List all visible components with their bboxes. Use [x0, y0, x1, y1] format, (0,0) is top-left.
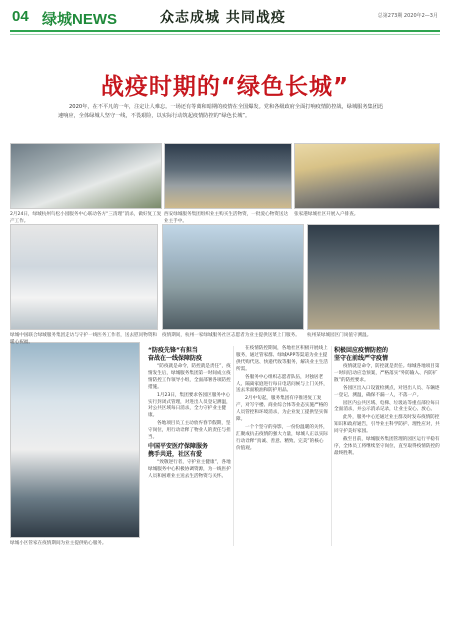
photo-caption: 绿城小区管家在疫情期间为业主提供贴心服务。 — [10, 541, 107, 546]
column-divider — [233, 346, 234, 546]
paragraph: 在疫情防控期间，各地社区积极开展线上服务，通过管家群、绿城APP等渠道为业主提供代购代送、快递代收等服务，解决业主生活所需。 — [236, 346, 328, 372]
photo-caption: 西安绿城服务集团组织业主购买生活物资，一批爱心物资送达业主手中。 — [164, 212, 289, 224]
paragraph: 此外，服务中心还通过业主群及时发布疫情防控知识和政府通告，引导业主科学防护、理性应对，共同守护美好家园。 — [334, 415, 440, 435]
column-heading: 积极回应疫情防控的 坚守在前线严守疫情 — [334, 347, 389, 362]
publication-brand: 绿城NEWS — [42, 11, 118, 28]
paragraph: 一个个坚守的身影，一份份温暖的关怀，汇聚成抗击疫情的强大力量，绿城人正以实际行动诠释“真诚、善意、精致、完美”的核心价值观。 — [236, 424, 328, 451]
photo-delivery — [162, 224, 304, 330]
header-rule-thin — [10, 34, 440, 35]
issue-meta: 总第273期 2020年2—3月 — [377, 13, 438, 19]
photo-caption: 疫情期间，杭州一家绿城服务社区志愿者为业主提供送菜上门服务。 — [162, 333, 300, 338]
column-divider — [331, 346, 332, 546]
paragraph: 1月23日，集团要求各园区服务中心实行封闭式管理，对进出人员登记测温，对公共区域每日消杀，全力守护业主健康。 — [148, 392, 231, 419]
section-title: 众志成城 共同战疫 — [160, 10, 286, 26]
photo-caption: 杭州某绿城园区门岗值守测温。 — [307, 333, 372, 338]
paragraph: 各园区出入口设置检测点，对进出人员、车辆逐一登记、测温，确保不漏一人，不落一户。 — [334, 385, 440, 398]
paragraph: 各地项目员工主动放弃春节假期，坚守岗位，用行动诠释了物业人的责任与担当。 — [148, 421, 231, 441]
photo-door-check — [294, 143, 440, 209]
column-heading: “防疫先锋”有担当 奋战在一线保障防疫 — [148, 347, 203, 362]
page-header — [0, 0, 450, 52]
article-lead: 2020年，在不平凡的一年，注定让人难忘。一场还有等离和暗期的疫情在全国爆发。党和各级政府全面打响疫情防控战，绿城服务集团迅速响应，全体绿城人坚守一线，不畏艰险，以实际行动筑起疫情防控的“绿色长城”。 — [58, 104, 384, 119]
column-heading: 中国平安医疗保障服务 携手共进，社区有爱 — [148, 442, 209, 458]
page-number: 04 — [12, 8, 29, 25]
paragraph: 2月中旬起，服务集团有序推进复工复产，对写字楼、商业综合体等业态实施严格的人员管控和环境消杀，为企业复工提供坚实保障。 — [236, 396, 328, 423]
header-rule — [10, 30, 440, 32]
article-column-a — [148, 346, 232, 482]
paragraph: 园区内公共区域、电梯、垃圾站等重点部位每日全面消杀，并公示消杀记录，让业主安心、放心。 — [334, 400, 440, 413]
photo-caption: 2月24日，绿城杭州鸟松小园服务中心联动各方“三清理”消杀，做好复工复产工作。 — [10, 212, 162, 224]
photo-medical-staff — [10, 224, 158, 330]
article-column-b — [236, 346, 328, 454]
paragraph: 截至目前，绿城服务集团管理的园区运行平稳有序，全体员工将继续坚守岗位，直至取得疫情防控的最终胜利。 — [334, 437, 440, 456]
photo-gate-guard — [307, 224, 440, 330]
photo-supplies — [164, 143, 292, 209]
paragraph: 疫情就是命令，防控就是责任。绿城各地项目第一时间启动应急预案，严格落实“外防输入、内防扩散”的防控要求。 — [334, 364, 440, 383]
photo-caption: 绿城中国联合绿城服务集团走访与守护一线医务工作者，送去慰问物资和暖心祝福。 — [10, 333, 158, 345]
article-column-c — [334, 346, 440, 459]
paragraph: 各服务中心组织志愿者队伍，对独居老人、隔离家庭进行每日电话问候与上门关怀，送去米面粮油和防护用品。 — [236, 374, 328, 394]
paragraph: “致敬逆行者，守护业主健康”，各地绿城服务中心积极协调资源，为一线医护人员和困难业主送去生活物资与关怀。 — [148, 459, 231, 479]
paragraph: “防疫就是命令，防控就是责任”，疫情发生后，绿城服务集团第一时间成立疫情防控工作领导小组，全面部署各项防控措施。 — [148, 364, 231, 390]
photo-housekeeper — [10, 342, 140, 538]
photo-disinfection — [10, 143, 162, 209]
photo-caption: 张家港绿城社区开展入户排查。 — [294, 212, 359, 217]
article-headline: 战疫时期的“绿色长城” — [100, 74, 350, 100]
